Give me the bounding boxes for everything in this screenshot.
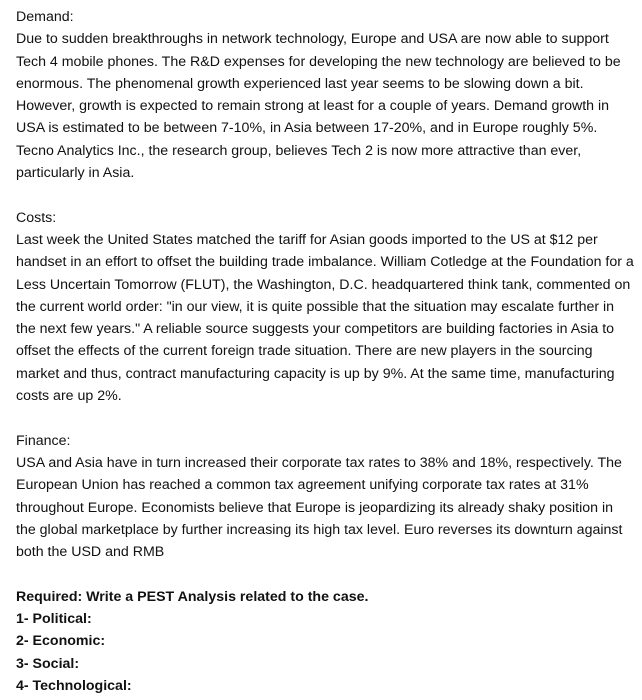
- pest-item-political: 1- Political:: [16, 611, 92, 628]
- costs-section: [16, 207, 634, 408]
- pest-item-social: 3- Social:: [16, 655, 80, 672]
- section-spacer: [16, 407, 634, 429]
- demand-heading: Demand:: [16, 9, 74, 25]
- pest-list: [16, 608, 634, 697]
- pest-item-economic: 2- Economic:: [16, 633, 106, 650]
- demand-section: [16, 6, 634, 184]
- finance-paragraph: USA and Asia have in turn increased their corporate tax rates to 38% and 18%, respectively. The European Union has reached a common tax agreement unifying corporate tax rates at 31% throughout Europe. Economists believe that Europe is jeopardizing its already shaky position in the global marketplace by further increasing its high tax level. Euro reverses its downturn against both the USD and RMB: [16, 454, 623, 561]
- finance-heading: Finance:: [16, 432, 71, 449]
- section-spacer: [16, 563, 634, 585]
- required-section: [16, 586, 634, 697]
- costs-paragraph: Last week the United States matched the tariff for Asian goods imported to the US at $12 per handset in an effort to offset the building trade imbalance. William Cotledge at the Foundation for a Less Uncertain Tomorrow (FLUT), the Washington, D.C. headquartered think tank, commented on the current world order: "in our view, it is quite possible that the situation may escalate further in the next few years." A reliable source suggests your competitors are building factories in Asia to offset the effects of the current foreign trade situation. There are new players in the sourcing market and thus, contract manufacturing capacity is up by 9%. At the same time, manufacturing costs are up 2%.: [16, 231, 634, 405]
- pest-item-technological: 4- Technological:: [16, 677, 132, 694]
- required-title: Required: Write a PEST Analysis related to the case.: [16, 588, 369, 605]
- demand-paragraph: Due to sudden breakthroughs in network technology, Europe and USA are now able to support Tech 4 mobile phones. The R&D expenses for developing the new technology are believed to be enormous. The phenomenal growth experienced last year seems to be slowing down a bit. However, growth is expected to remain strong at least for a couple of years. Demand growth in USA is estimated to be between 7-10%, in Asia between 17-20%, and in Europe roughly 5%. Tecno Analytics Inc., the research group, believes Tech 2 is now more attractive than ever, particularly in Asia.: [16, 31, 621, 182]
- section-spacer: [16, 184, 634, 206]
- costs-heading: Costs:: [16, 209, 57, 226]
- finance-section: [16, 430, 634, 564]
